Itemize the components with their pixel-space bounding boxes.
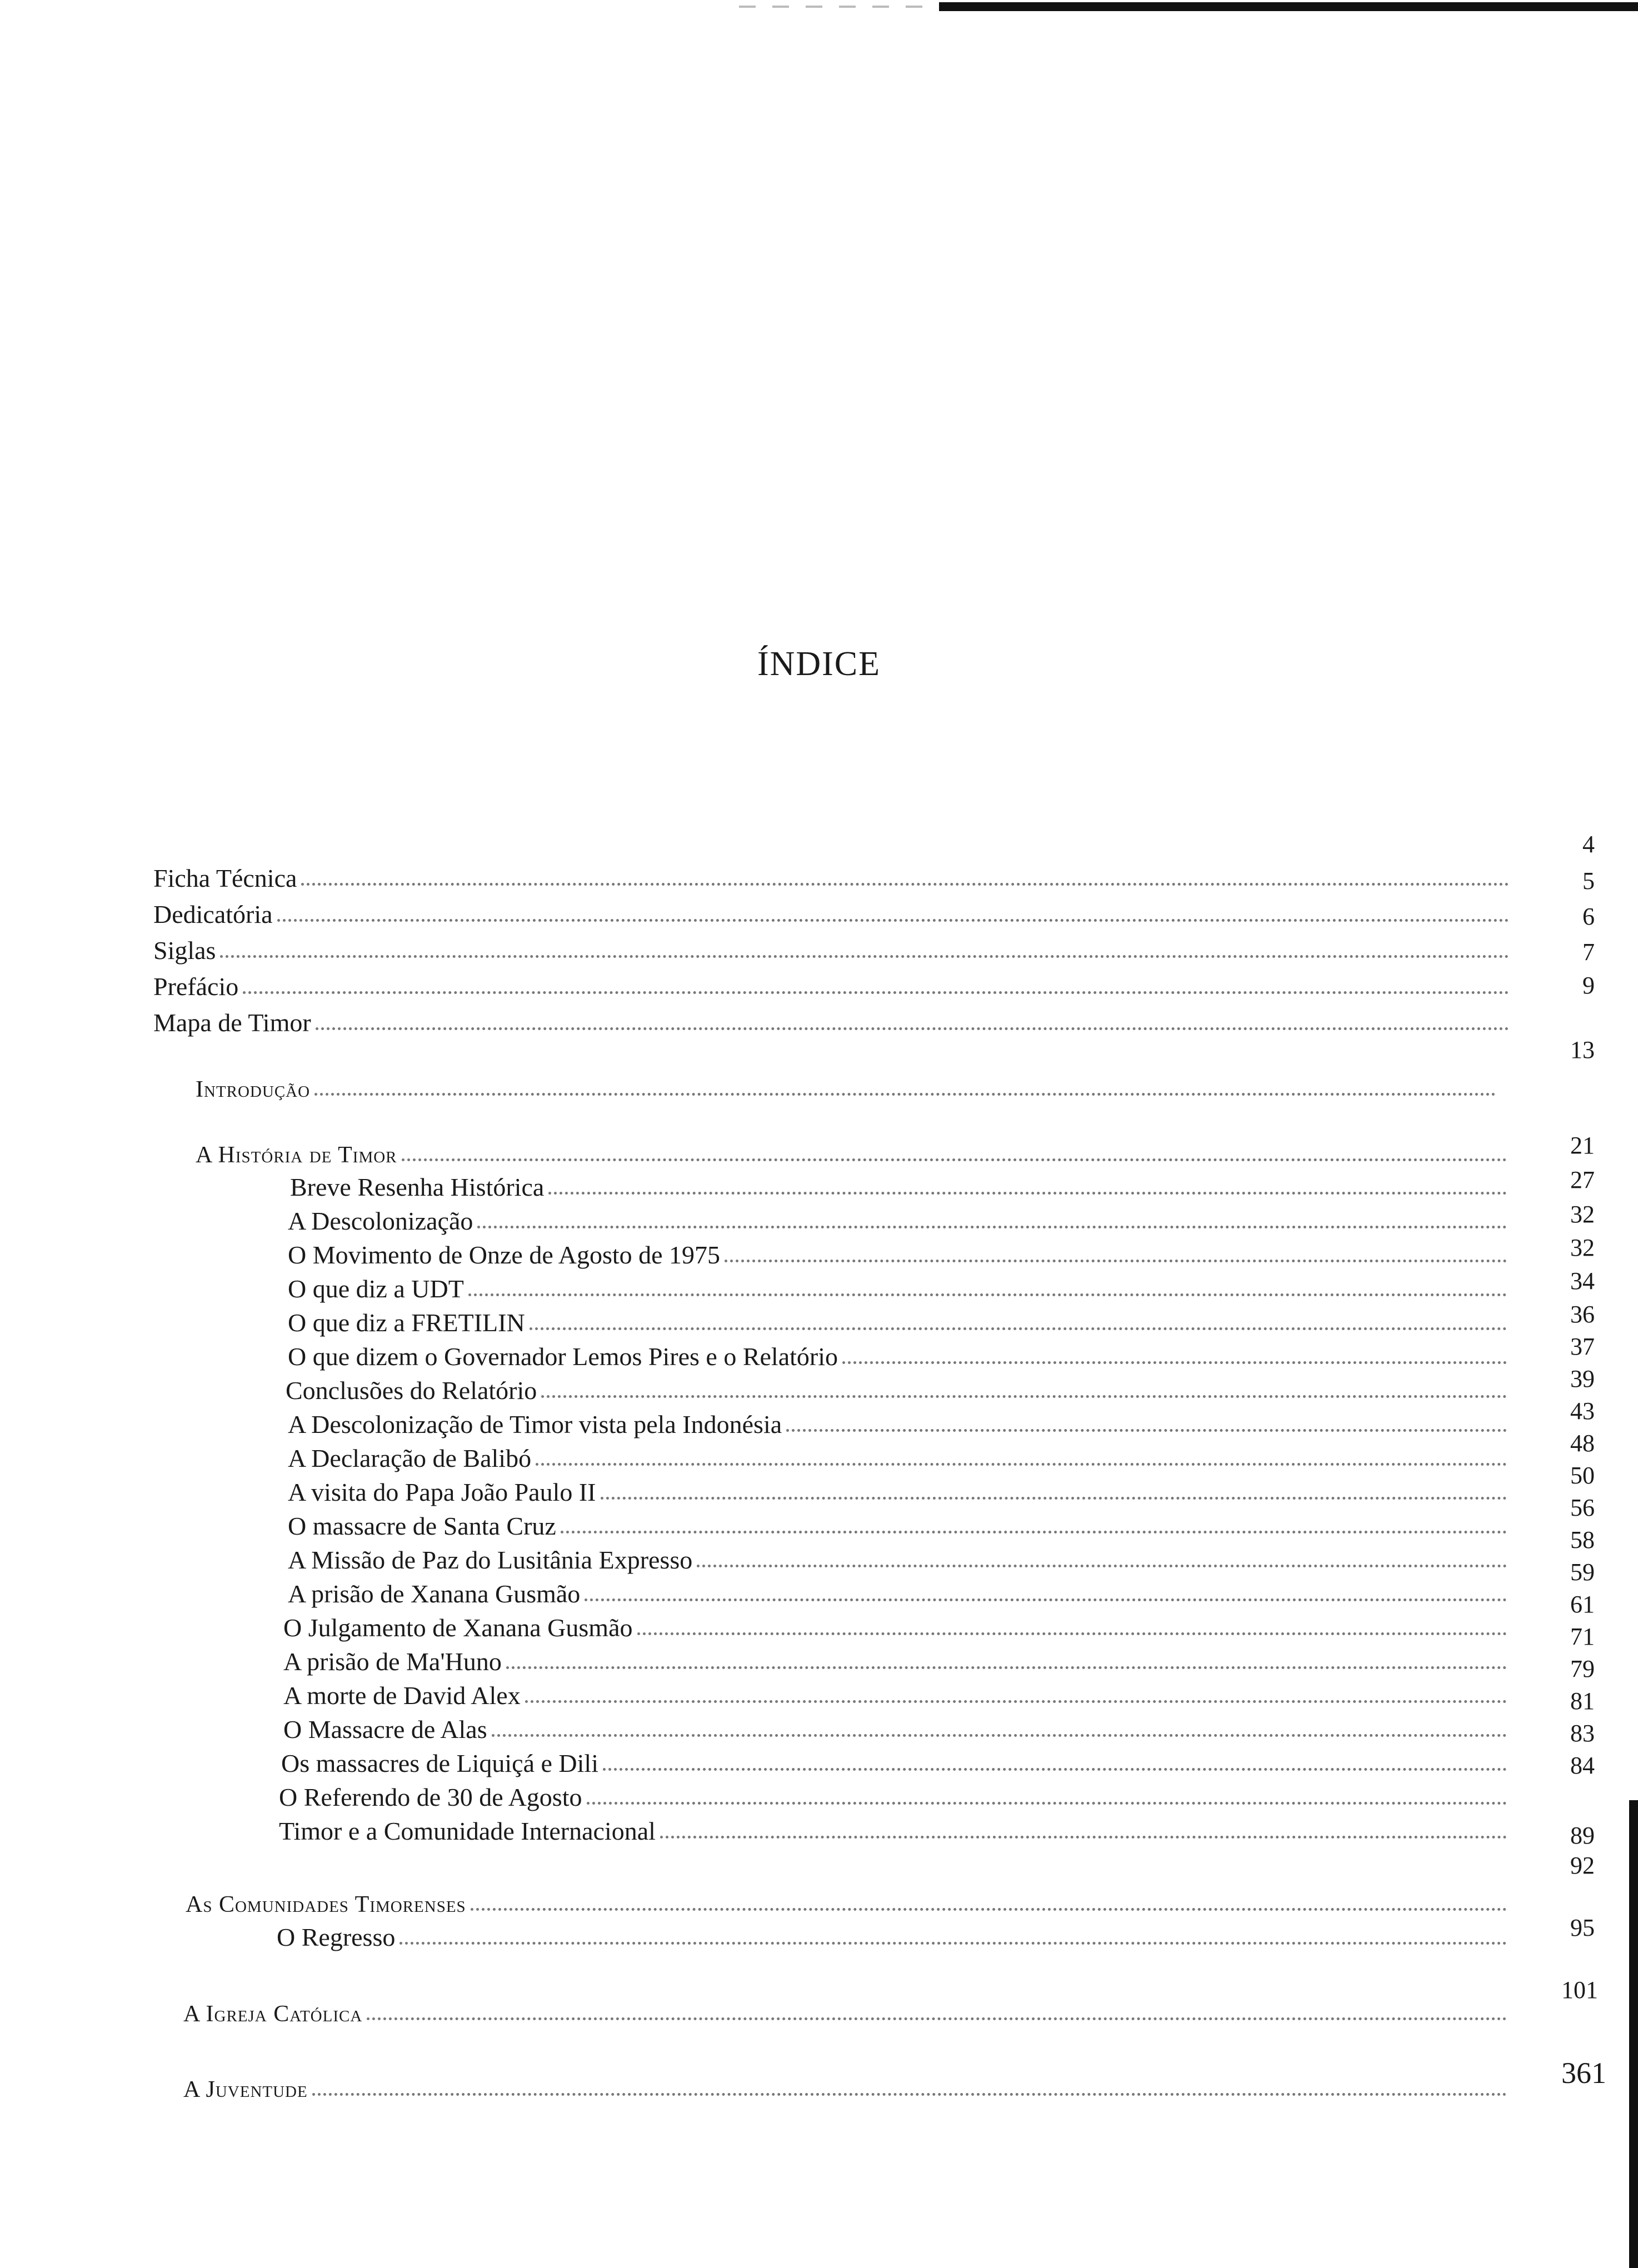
toc-entry-label: Mapa de Timor: [153, 1008, 311, 1037]
toc-subentry-label: Conclusões do Relatório: [286, 1376, 537, 1405]
toc-subentry-label: O Massacre de Alas: [283, 1715, 487, 1744]
dot-leader: [541, 1395, 1507, 1398]
dot-leader: [301, 883, 1509, 886]
toc-entry: [153, 928, 1509, 963]
toc-entry: [153, 892, 1509, 927]
toc-subentry: [288, 1232, 1507, 1268]
dot-leader: [506, 1666, 1507, 1669]
page-number: 81: [1570, 1687, 1595, 1715]
toc-subentry: [279, 1809, 1507, 1844]
toc-entry: [153, 856, 1509, 891]
dot-leader: [637, 1632, 1507, 1635]
page-number: 37: [1570, 1333, 1595, 1360]
toc-subentry: [288, 1503, 1507, 1539]
dot-leader: [316, 1027, 1509, 1030]
toc-subentry: [283, 1673, 1507, 1709]
toc-section: [183, 2066, 1507, 2101]
page-number: 34: [1570, 1267, 1595, 1295]
toc-section: [183, 1990, 1507, 2026]
toc-subentry: [288, 1436, 1507, 1471]
toc-subentry: [283, 1605, 1507, 1641]
dot-leader: [477, 1226, 1507, 1228]
dot-leader: [725, 1260, 1507, 1262]
dot-leader: [277, 919, 1509, 922]
toc-subentry-label: A prisão de Xanana Gusmão: [288, 1580, 581, 1608]
toc-subentry-label: A Missão de Paz do Lusitânia Expresso: [288, 1546, 693, 1574]
toc-subentry-label: Os massacres de Liquiçá e Dili: [281, 1749, 598, 1777]
page-number: 61: [1570, 1591, 1595, 1618]
right-edge-rule: [1629, 1800, 1638, 2268]
toc-subentry: [283, 1639, 1507, 1675]
dot-leader: [697, 1565, 1507, 1567]
dot-leader: [525, 1700, 1507, 1703]
toc-subentry: [277, 1915, 1507, 1950]
dot-leader: [585, 1598, 1507, 1601]
dot-leader: [603, 1768, 1507, 1771]
page-number: 59: [1570, 1558, 1595, 1586]
toc-subentry: [288, 1470, 1507, 1505]
page-number: 39: [1570, 1365, 1595, 1392]
toc-subentry: [288, 1571, 1507, 1607]
toc-subentry: [288, 1402, 1507, 1437]
page-number: 361: [1561, 2056, 1606, 2090]
toc-subentry-label: A Descolonização de Timor vista pela Indonésia: [288, 1410, 782, 1438]
toc-subentry: [290, 1165, 1507, 1200]
dot-leader: [530, 1327, 1507, 1330]
toc-subentry: [288, 1300, 1507, 1336]
toc-subentry-label: O Movimento de Onze de Agosto de 1975: [288, 1241, 721, 1269]
dot-leader: [548, 1192, 1507, 1195]
toc-subentry: [288, 1537, 1507, 1573]
page-number: 21: [1570, 1132, 1595, 1159]
page-number: 50: [1570, 1462, 1595, 1489]
page-number: 84: [1570, 1752, 1595, 1779]
toc-subentry-label: A Descolonização: [288, 1207, 473, 1235]
toc-entry-label: Dedicatória: [153, 900, 273, 928]
dot-leader: [842, 1361, 1507, 1364]
toc-subentry-label: A prisão de Ma'Huno: [283, 1647, 502, 1676]
page-number: 92: [1570, 1852, 1595, 1879]
page-number: 6: [1582, 903, 1595, 930]
dot-leader: [220, 955, 1509, 958]
toc-subentry: [281, 1741, 1507, 1776]
toc-subentry-label: O que diz a FRETILIN: [288, 1308, 525, 1337]
toc-subentry: [279, 1775, 1507, 1810]
page-number: 5: [1582, 867, 1595, 895]
page-number: 89: [1570, 1822, 1595, 1849]
page-number: 48: [1570, 1430, 1595, 1457]
page-number: 32: [1570, 1201, 1595, 1228]
dot-leader: [314, 1093, 1496, 1096]
dot-leader: [561, 1531, 1507, 1533]
toc-subentry: [283, 1707, 1507, 1742]
dot-leader: [786, 1429, 1507, 1432]
toc-section: [196, 1131, 1507, 1167]
page-number: 13: [1570, 1036, 1595, 1063]
dot-leader: [471, 1908, 1507, 1911]
toc-subentry: [286, 1368, 1507, 1403]
page-number: 43: [1570, 1397, 1595, 1425]
page-number: 32: [1570, 1234, 1595, 1261]
dot-leader: [468, 1293, 1507, 1296]
page-number: 71: [1570, 1623, 1595, 1650]
toc-subentry-label: O que diz a UDT: [288, 1275, 464, 1303]
page-number: 79: [1570, 1655, 1595, 1682]
top-edge-faint-rule: [739, 6, 922, 8]
page-number: 4: [1582, 831, 1595, 858]
dot-leader: [367, 2017, 1507, 2020]
page-number: 101: [1561, 1976, 1598, 2004]
toc-entry-label: Siglas: [153, 936, 216, 965]
page-number: 36: [1570, 1301, 1595, 1328]
dot-leader: [660, 1836, 1507, 1839]
toc-section-label: A Igreja Católica: [183, 2001, 363, 2027]
toc-subentry-label: Breve Resenha Histórica: [290, 1173, 545, 1201]
toc-subentry-label: O que dizem o Governador Lemos Pires e o Relatório: [288, 1342, 838, 1371]
toc-subentry-label: A morte de David Alex: [283, 1681, 521, 1710]
toc-subentry-label: O massacre de Santa Cruz: [288, 1512, 556, 1540]
toc-subentry-label: O Julgamento de Xanana Gusmão: [283, 1613, 633, 1642]
dot-leader: [402, 1158, 1507, 1161]
page-number: 7: [1582, 938, 1595, 966]
toc-section-label: A História de Timor: [196, 1142, 397, 1168]
toc-subentry-label: O Regresso: [277, 1923, 396, 1951]
toc-entry: [153, 964, 1509, 1000]
page-number: 27: [1570, 1166, 1595, 1193]
dot-leader: [536, 1463, 1507, 1466]
page-number: 95: [1570, 1914, 1595, 1941]
toc-section-label: A Juventude: [183, 2077, 308, 2102]
dot-leader: [312, 2093, 1507, 2096]
page-number: 83: [1570, 1720, 1595, 1747]
toc-section-label: Introdução: [196, 1077, 311, 1102]
toc-entry: [153, 1000, 1509, 1036]
page-number: 56: [1570, 1494, 1595, 1521]
toc-subentry-label: A Declaração de Balibó: [288, 1444, 532, 1472]
page-number: 9: [1582, 972, 1595, 999]
dot-leader: [399, 1942, 1507, 1945]
dot-leader: [492, 1734, 1507, 1737]
page-title: ÍNDICE: [757, 645, 881, 683]
toc-section: [186, 1881, 1507, 1916]
toc-entry-label: Ficha Técnica: [153, 864, 297, 892]
toc-subentry-label: O Referendo de 30 de Agosto: [279, 1783, 582, 1811]
top-edge-rule: [939, 2, 1638, 11]
dot-leader: [243, 991, 1509, 994]
toc-subentry: [288, 1198, 1507, 1234]
toc-subentry: [288, 1266, 1507, 1302]
toc-subentry: [288, 1334, 1507, 1370]
dot-leader: [601, 1497, 1507, 1500]
toc-subentry-label: Timor e a Comunidade Internacional: [279, 1817, 656, 1845]
toc-subentry-label: A visita do Papa João Paulo II: [288, 1478, 596, 1506]
dot-leader: [587, 1802, 1507, 1805]
toc-section-label: As Comunidades Timorenses: [186, 1892, 466, 1917]
toc-entry-label: Prefácio: [153, 972, 239, 1001]
page-number: 58: [1570, 1526, 1595, 1553]
toc-section: [196, 1066, 1496, 1101]
